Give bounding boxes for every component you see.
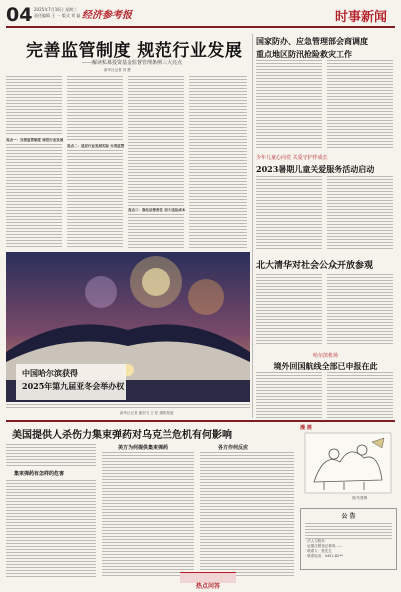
right-4-headline: 境外回国航线全部已申报在此: [273, 361, 378, 371]
right-1-headline-line1: 国家防办、应急管理部会商调度: [256, 36, 368, 46]
editor-line: 责任编辑 王 一 版式 刘 磊: [34, 13, 81, 18]
notice-title: 公 告: [341, 513, 356, 520]
bottom-subhead-left: 集束弹药有怎样的危害: [14, 471, 65, 477]
masthead-rule: [6, 26, 395, 28]
right-1-headline-line2: 重点地区防汛抢险救灾工作: [256, 49, 352, 59]
main-body-col1: [6, 76, 62, 136]
main-subhead-1: 亮点一：完善监管制度 规范行业发展: [6, 138, 64, 142]
right-3-body-a: [256, 274, 322, 344]
main-story: [6, 34, 250, 249]
right-3-headline: 北大清华对社会公众开放参观: [256, 261, 374, 271]
page-number: 04: [6, 4, 33, 26]
right-story-1: [256, 36, 395, 148]
cartoon-box: [300, 424, 395, 504]
section-name: 时事新闻: [335, 10, 388, 25]
bottom-col1-intro: [6, 444, 96, 466]
right-1-body-a: [256, 60, 322, 148]
photo-caption-line1: 中国哈尔滨获得: [22, 368, 78, 378]
date-line: 2025年7月16日 星期三: [34, 7, 78, 12]
right-story-3: [256, 258, 395, 348]
right-2-kicker: 少年儿童心向党 关爱守护伴成长: [256, 155, 328, 161]
photo-caption-box: [16, 364, 126, 400]
main-subhead-2: 亮点二：适应行业发展实际 分类监管: [67, 144, 125, 148]
bottom-col1-body: [6, 480, 96, 578]
right-4-body-b: [327, 372, 393, 418]
footer-banner-label: 热点问答: [195, 583, 220, 590]
main-body-col3b: [128, 214, 184, 249]
right-2-body-a: [256, 176, 322, 250]
right-2-headline: 2023暑期儿童关爱服务活动启动: [256, 164, 375, 174]
bottom-section-rule: [6, 420, 395, 422]
bottom-col2-body: [102, 452, 194, 578]
right-1-body-b: [327, 60, 393, 148]
bottom-story: [6, 424, 296, 579]
notice-item-1: · 证照注销登记事项……: [305, 544, 343, 548]
bottom-subhead-mid: 美方为何提供集束弹药: [118, 445, 169, 451]
main-subhead-3: 亮点三：强化法律责任 加大违法成本: [128, 208, 186, 212]
right-4-body-a: [256, 372, 322, 418]
bottom-headline: 美国提供人杀伤力集束弹药对乌克兰危机有何影响: [12, 430, 232, 441]
right-2-body-b: [327, 176, 393, 250]
column-divider: [252, 34, 253, 418]
notice-item-0: · 法人与股东：: [305, 539, 329, 543]
main-subheadline: ——解读私募投资基金监督管理条例三大亮点: [82, 60, 183, 66]
cartoon-title: 漫 画: [300, 425, 312, 431]
photo-credit: 新华社记者 谢剑飞 王 松 摄影报道: [120, 411, 174, 415]
right-story-2: [256, 154, 395, 254]
notice-item-3: · 联系电话：0451-82**: [305, 554, 343, 558]
footer-banner: [180, 572, 236, 590]
notice-body: [305, 523, 392, 539]
main-body-col2b: [67, 150, 123, 249]
main-body-col2: [67, 76, 123, 142]
right-3-body-b: [327, 274, 393, 344]
bottom-col3-body: [200, 452, 294, 578]
cartoon-caption: 图/朱慧卿: [352, 496, 368, 500]
cartoon-drawing: [304, 432, 392, 494]
notice-box: [300, 508, 397, 570]
main-body-col1b: [6, 144, 62, 249]
photo-caption-line2: 2025年第九届亚冬会举办权: [22, 381, 125, 391]
bottom-subhead-right: 各方作何反应: [218, 445, 249, 451]
right-story-4: [256, 352, 395, 418]
main-body-col3: [128, 76, 184, 206]
photo-cutline: [6, 404, 250, 410]
main-body-col4: [189, 76, 247, 249]
right-4-kicker: 哈尔滨机场: [312, 353, 338, 359]
notice-item-2: · 联系人：张先生: [305, 549, 332, 553]
main-headline: 完善监管制度 规范行业发展: [26, 41, 243, 61]
main-byline: 新华社记者 刘 慧: [104, 68, 131, 72]
masthead: [0, 0, 401, 30]
paper-name-logo: 经济参考报: [82, 10, 132, 21]
news-photo: [6, 252, 250, 402]
